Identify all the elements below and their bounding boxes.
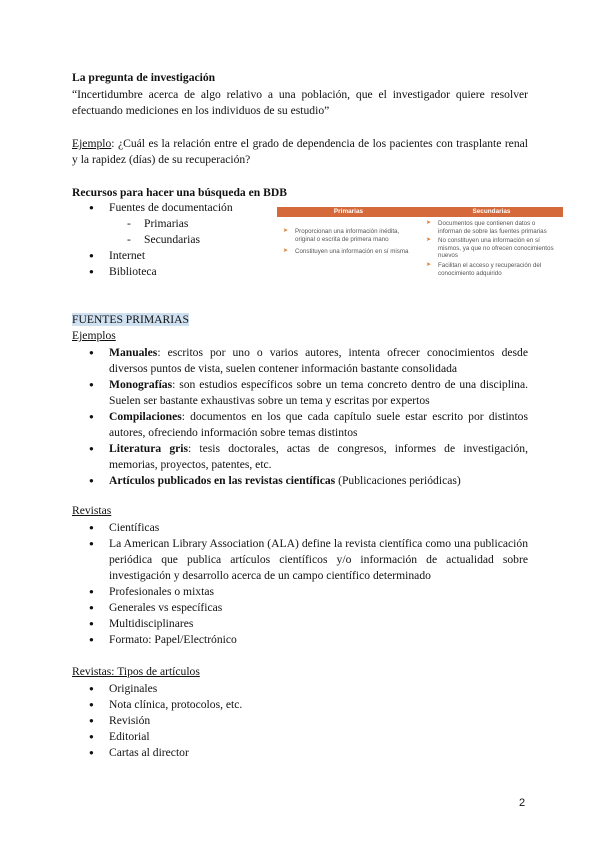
list-item: ● Cartas al director bbox=[72, 745, 528, 761]
table-item: ➤ No constituyen una información en sí mismos, ya que no ofrecen conocimientos nuevos bbox=[426, 237, 554, 260]
list-item: ● Manuales: escritos por uno o varios autores, intenta ofrecer conocimientos desde diversos puntos de vista, suelen contener información bastante consolidada bbox=[72, 345, 528, 377]
list-item: ● Compilaciones: documentos en los que cada capítulo suele estar escrito por distintos autores, ofreciendo información sobre temas distintos bbox=[72, 409, 528, 441]
journals-heading: Revistas bbox=[72, 504, 112, 517]
arrow-right-icon: ➤ bbox=[426, 220, 432, 226]
sources-comparison-table bbox=[277, 207, 563, 293]
list-item: ● Formato: Papel/Electrónico bbox=[72, 632, 528, 648]
list-item: ● Científicas bbox=[72, 520, 528, 536]
article-types-list bbox=[72, 681, 528, 761]
list-subitem: - Secundarias bbox=[72, 232, 272, 248]
secondary-column bbox=[420, 220, 563, 279]
list-item: ● Multidisciplinares bbox=[72, 616, 528, 632]
list-item: ● Artículos publicados en las revistas científicas (Publicaciones periódicas) bbox=[72, 473, 528, 489]
primary-sources-list bbox=[72, 345, 528, 489]
page-number: 2 bbox=[519, 797, 526, 809]
example-label: Ejemplo bbox=[72, 137, 112, 150]
resources-heading: Recursos para hacer una búsqueda en BDB bbox=[72, 186, 287, 199]
table-item: ➤ Facilitan el acceso y recuperación del conocimiento adquirido bbox=[426, 261, 542, 277]
examples-subheading: Ejemplos bbox=[72, 329, 116, 342]
research-question-example bbox=[72, 136, 528, 168]
primary-sources-heading: FUENTES PRIMARIAS bbox=[72, 313, 189, 326]
primary-column bbox=[277, 220, 420, 279]
list-item: ● Literatura gris: tesis doctorales, actas de congresos, informes de investigación, memorias, proyectos, patentes, etc. bbox=[72, 441, 528, 473]
arrow-right-icon: ➤ bbox=[283, 248, 289, 255]
arrow-right-icon: ➤ bbox=[426, 237, 432, 244]
example-text: : ¿Cuál es la relación entre el grado de dependencia de los pacientes con trasplante renal y la rapidez (días) de su recuperación? bbox=[72, 137, 528, 166]
arrow-right-icon: ➤ bbox=[283, 228, 289, 234]
table-item: ➤ Documentos que contienen datos o informan de sobre las fuentes primarias bbox=[426, 220, 547, 235]
list-item: ● Monografías: son estudios específicos sobre un tema concreto dentro de una disciplina. Suelen ser bastante exhaustivas sobre un tema y escritas por expertos bbox=[72, 377, 528, 409]
list-item: ● Editorial bbox=[72, 729, 528, 745]
article-types-heading: Revistas: Tipos de artículos bbox=[72, 665, 200, 678]
table-header bbox=[277, 207, 563, 217]
list-item: ● Fuentes de documentación - Primarias - Secundarias bbox=[72, 200, 272, 248]
list-item: ● Internet bbox=[72, 248, 272, 264]
arrow-right-icon: ➤ bbox=[426, 261, 432, 268]
list-item: ● Generales vs específicas bbox=[72, 600, 528, 616]
list-item: ● La American Library Association (ALA) define la revista científica como una publicación periódica que publica artículos científicos y/o información de actualidad sobre investigación y desarrollo acerca de un campo científico determinado bbox=[72, 536, 528, 584]
header-secondary: Secundarias bbox=[472, 208, 511, 215]
resources-list bbox=[72, 200, 272, 280]
journals-list bbox=[72, 520, 528, 648]
list-item: ● Nota clínica, protocolos, etc. bbox=[72, 697, 528, 713]
list-item: ● Profesionales o mixtas bbox=[72, 584, 528, 600]
list-item: ● Biblioteca bbox=[72, 264, 272, 280]
research-question-heading: La pregunta de investigación bbox=[72, 71, 216, 84]
table-item: ➤ Proporcionan una información inédita, original o escrita de primera mano bbox=[283, 228, 400, 243]
header-primary: Primarias bbox=[333, 208, 364, 215]
table-item: ➤ Constituyen una información en sí misma bbox=[283, 248, 409, 256]
list-item: ● Revisión bbox=[72, 713, 528, 729]
research-question-quote: “Incertidumbre acerca de algo relativo a una población, que el investigador quiere resolver efectuando mediciones en los individuos de su estudio” bbox=[72, 88, 528, 117]
list-item: ● Originales bbox=[72, 681, 528, 697]
list-subitem: - Primarias bbox=[72, 216, 272, 232]
